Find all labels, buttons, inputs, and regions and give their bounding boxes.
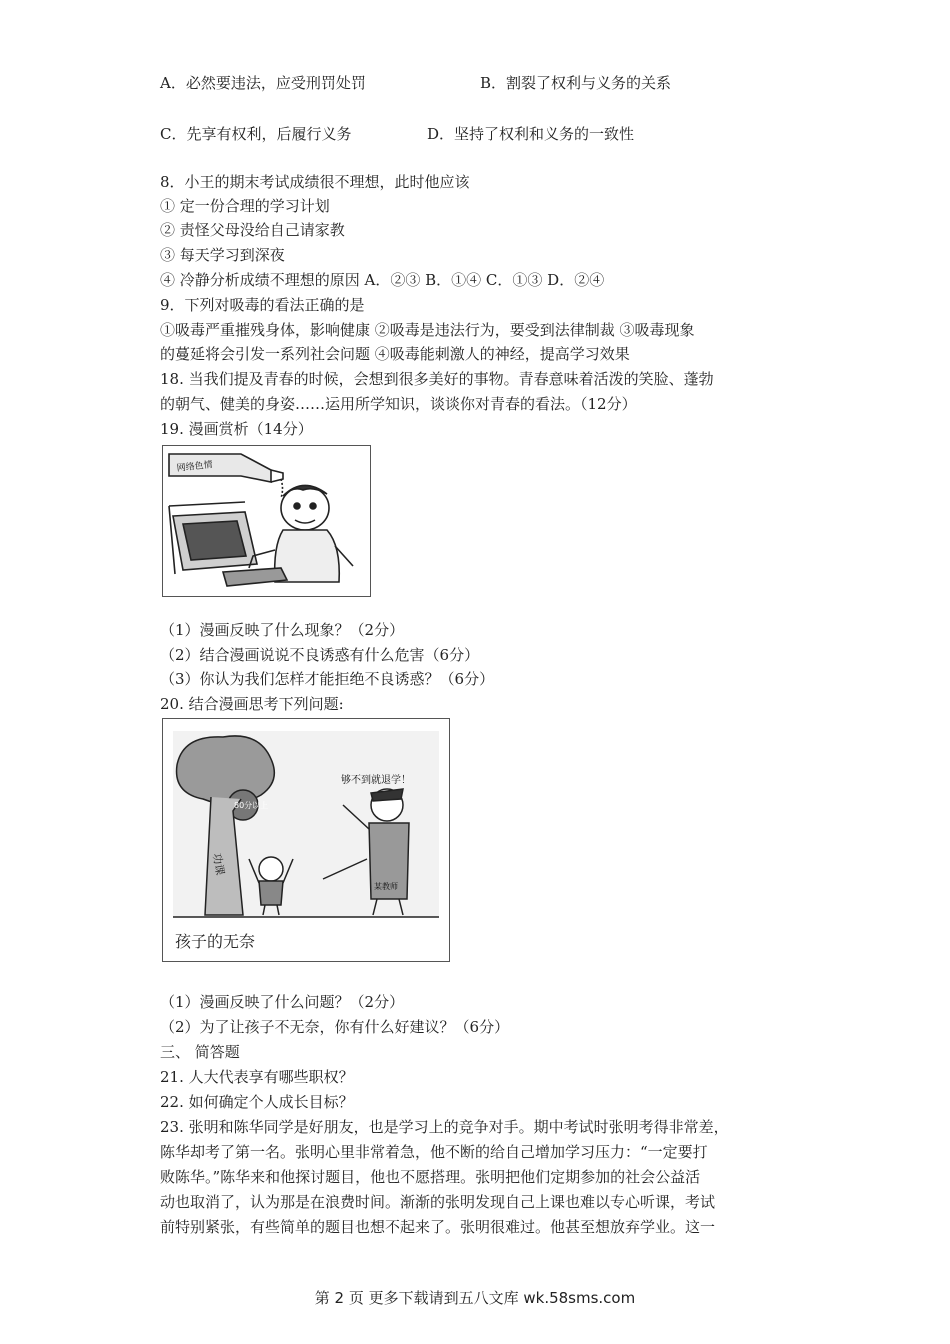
q19-title: 19. 漫画赏析（14分） [160,420,313,438]
q9-line-2: 的蔓延将会引发一系列社会问题 ④吸毒能刺激人的神经，提高学习效果 [160,345,630,363]
q23-line-1: 23. 张明和陈华同学是好朋友，也是学习上的竞争对手。期中考试时张明考得非常差， [160,1118,729,1136]
q20-cartoon-illustration [163,719,449,961]
q9-stem: 9．下列对吸毒的看法正确的是 [160,296,365,314]
q7-option-a: A．必然要违法，应受刑罚处罚 [160,74,366,92]
q7-option-d: D．坚持了权利和义务的一致性 [427,125,635,143]
q19-cartoon [162,445,371,597]
q23-line-3: 败陈华。”陈华来和他探讨题目，他也不愿搭理。张明把他们定期参加的社会公益活 [160,1168,701,1186]
q7-option-b: B．割裂了权利与义务的关系 [480,74,672,92]
q19-sub-3: （3）你认为我们怎样才能拒绝不良诱惑？（6分） [160,670,495,688]
q19-cartoon-label: 网络色情 [176,460,214,474]
q9-line-1: ①吸毒严重摧残身体，影响健康 ②吸毒是违法行为，要受到法律制裁 ③吸毒现象 [160,321,695,339]
q8-item-4-with-choices: ④ 冷静分析成绩不理想的原因 A．②③ B．①④ C．①③ D．②④ [160,271,605,289]
q20-trunk-label: 功课 [210,852,227,877]
q18-line-1: 18. 当我们提及青春的时候，会想到很多美好的事物。青春意味着活泼的笑脸、蓬勃 [160,370,714,388]
q21: 21. 人大代表享有哪些职权？ [160,1068,354,1086]
q19-cartoon-illustration [163,446,370,596]
q23-line-4: 动也取消了，认为那是在浪费时间。渐渐的张明发现自己上课也难以专心听课，考试 [160,1193,716,1211]
q8-stem: 8．小王的期末考试成绩很不理想，此时他应该 [160,173,470,191]
q20-cartoon [162,718,450,962]
q20-apple-label: 80分以上 [234,801,269,810]
q19-sub-2: （2）结合漫画说说不良诱惑有什么危害（6分） [160,646,480,664]
q7-option-c: C．先享有权利，后履行义务 [160,125,352,143]
q20-title: 20. 结合漫画思考下列问题: [160,695,344,713]
q20-teacher-label: 某教师 [374,882,398,891]
section-3-heading: 三、 简答题 [160,1043,240,1061]
q8-item-3: ③ 每天学习到深夜 [160,246,285,264]
q20-sub-2: （2）为了让孩子不无奈，你有什么好建议？（6分） [160,1018,510,1036]
page-footer: 第 2 页 更多下载请到五八文库 wk.58sms.com [314,1289,636,1307]
q20-cartoon-caption: 孩子的无奈 [175,932,256,951]
q19-sub-1: （1）漫画反映了什么现象？（2分） [160,621,405,639]
q20-sub-1: （1）漫画反映了什么问题？（2分） [160,993,405,1011]
q18-line-2: 的朝气、健美的身姿……运用所学知识，谈谈你对青春的看法。（12分） [160,395,637,413]
q20-speech-bubble: 够不到就退学！ [341,775,411,786]
q22: 22. 如何确定个人成长目标？ [160,1093,354,1111]
q23-line-5: 前特别紧张，有些简单的题目也想不起来了。张明很难过。他甚至想放弃学业。这一 [160,1218,716,1236]
q8-item-1: ① 定一份合理的学习计划 [160,197,330,215]
q8-item-2: ② 责怪父母没给自己请家教 [160,221,345,239]
q23-line-2: 陈华却考了第一名。张明心里非常着急，他不断的给自己增加学习压力：“一定要打 [160,1143,708,1161]
